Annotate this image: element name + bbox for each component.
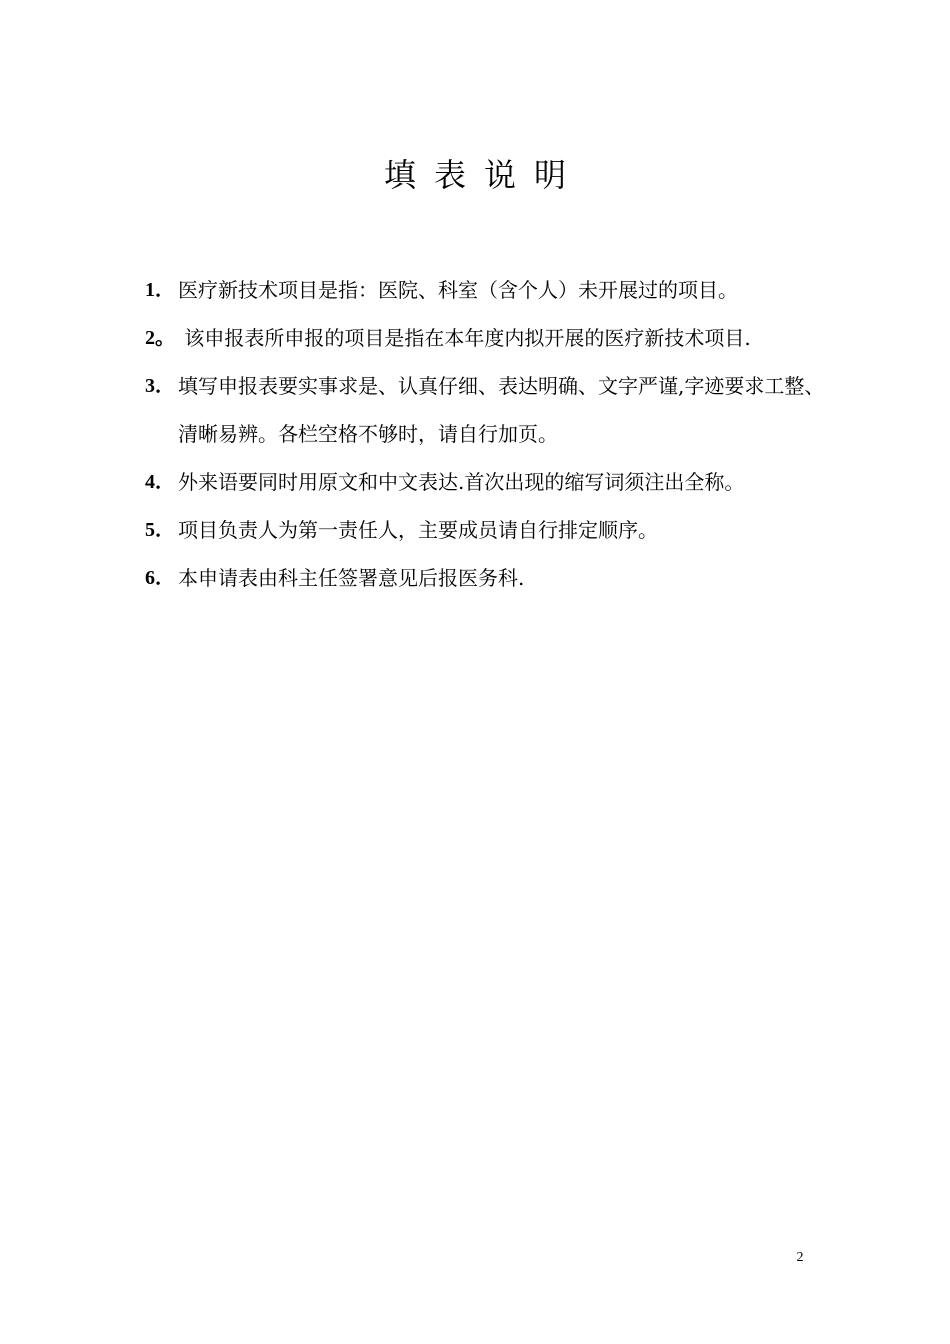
item-text: 填写申报表要实事求是、认真仔细、表达明确、文字严谨,字迹要求工整、清晰易辨。各栏空格不够时，请自行加页。 bbox=[178, 374, 825, 446]
item-number: 3． bbox=[145, 375, 175, 397]
item-text: 项目负责人为第一责任人，主要成员请自行排定顺序。 bbox=[178, 518, 658, 542]
item-text: 本申请表由科主任签署意见后报医务科. bbox=[178, 566, 525, 590]
list-item bbox=[145, 506, 825, 554]
item-number: 1． bbox=[145, 279, 175, 301]
list-item bbox=[145, 554, 825, 602]
page-title: 填表说明 bbox=[383, 156, 584, 194]
list-item bbox=[145, 266, 825, 314]
item-number: 6． bbox=[145, 567, 175, 589]
item-number: 2。 bbox=[145, 327, 175, 349]
page-number: 2 bbox=[796, 1250, 804, 1265]
item-text: 医疗新技术项目是指：医院、科室（含个人）未开展过的项目。 bbox=[178, 278, 738, 302]
item-number: 4． bbox=[145, 471, 175, 493]
list-item bbox=[145, 458, 825, 506]
list-item bbox=[145, 362, 825, 458]
instructions-list bbox=[145, 266, 825, 602]
list-item bbox=[145, 314, 825, 362]
item-text: 外来语要同时用原文和中文表达.首次出现的缩写词须注出全称。 bbox=[178, 470, 745, 494]
item-number: 5． bbox=[145, 519, 175, 541]
item-text: 该申报表所申报的项目是指在本年度内拟开展的医疗新技术项目. bbox=[178, 326, 751, 350]
